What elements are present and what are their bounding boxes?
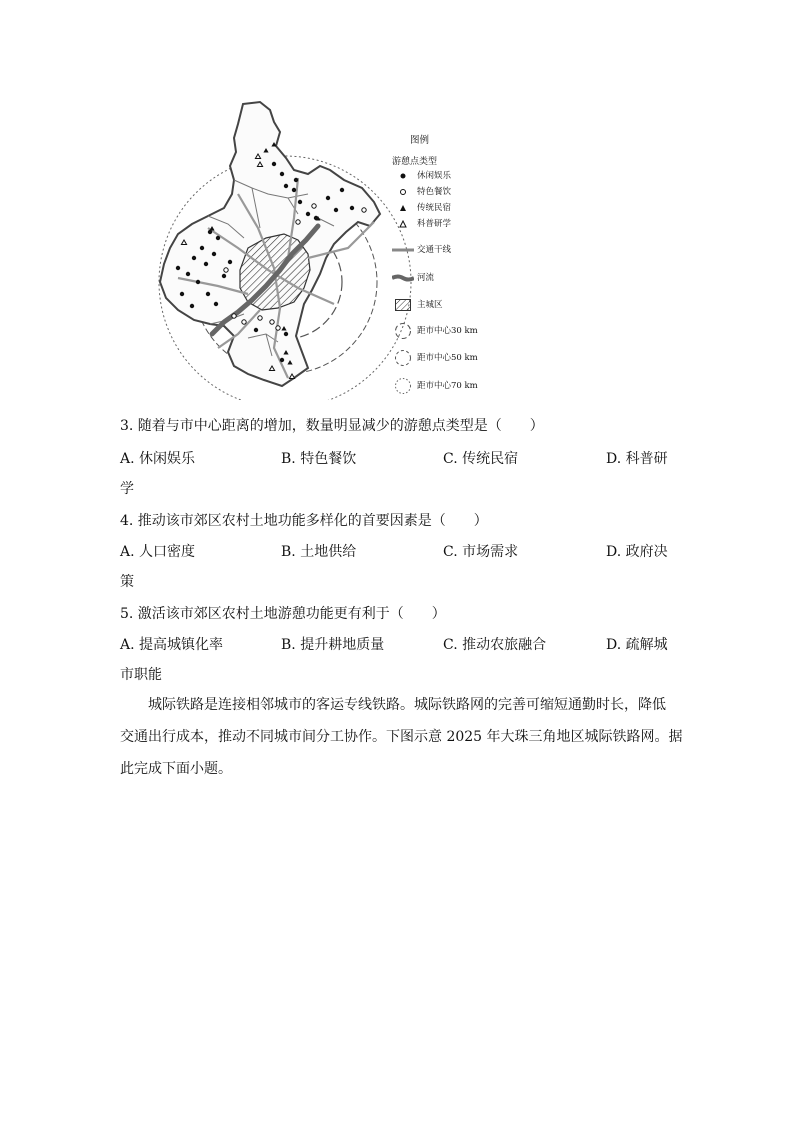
legend-item: 主城区 — [392, 298, 443, 312]
legend-item: 特色餐饮 — [392, 185, 451, 199]
legend-subtitle: 游憩点类型 — [392, 157, 438, 167]
question-4-option-c: C. 市场需求 — [443, 544, 519, 560]
circle-icon — [392, 322, 414, 340]
river-icon — [392, 274, 414, 282]
question-5-option-d: D. 疏解城 — [606, 637, 668, 653]
filled-triangle-icon — [392, 204, 414, 212]
legend-item: 距市中心30 km — [392, 324, 478, 338]
question-5-option-d-wrap: 市职能 — [120, 667, 162, 683]
hatch-icon — [392, 299, 414, 311]
passage-line-1: 城际铁路是连接相邻城市的客运专线铁路。城际铁路网的完善可缩短通勤时长，降低 — [148, 697, 666, 713]
question-3-option-c: C. 传统民宿 — [443, 451, 519, 467]
circle-icon — [392, 377, 414, 395]
question-3-option-a: A. 休闲娱乐 — [120, 451, 196, 467]
legend-title: 图例 — [410, 135, 430, 146]
legend-item: 距市中心50 km — [392, 351, 478, 365]
question-4-option-b: B. 土地供给 — [281, 544, 357, 560]
legend-item: 河流 — [392, 271, 434, 285]
passage-line-3: 此完成下面小题。 — [120, 761, 232, 777]
question-5-option-c: C. 推动农旅融合 — [443, 637, 547, 653]
question-5-stem: 5. 激活该市郊区农村土地游憩功能更有利于（ ） — [120, 606, 446, 622]
question-3-option-d-wrap: 学 — [120, 481, 134, 497]
legend-item: 科普研学 — [392, 217, 451, 231]
legend-item: 休闲娱乐 — [392, 169, 451, 183]
line-icon — [392, 247, 414, 253]
filled-dot-icon — [392, 172, 414, 180]
question-4-option-a: A. 人口密度 — [120, 544, 196, 560]
question-4-option-d: D. 政府决 — [606, 544, 668, 560]
question-5-option-a: A. 提高城镇化率 — [120, 637, 224, 653]
open-dot-icon — [392, 188, 414, 196]
circle-icon — [392, 349, 414, 367]
legend-item: 交通干线 — [392, 243, 451, 257]
question-5-option-b: B. 提升耕地质量 — [281, 637, 385, 653]
question-4-option-d-wrap: 策 — [120, 574, 134, 590]
question-3-option-d: D. 科普研 — [606, 451, 668, 467]
legend-item: 传统民宿 — [392, 201, 451, 215]
question-4-stem: 4. 推动该市郊区农村土地功能多样化的首要因素是（ ） — [120, 513, 488, 529]
passage-line-2: 交通出行成本，推动不同城市间分工协作。下图示意 2025 年大珠三角地区城际铁路网。据 — [120, 729, 683, 745]
question-3-option-b: B. 特色餐饮 — [281, 451, 357, 467]
legend-item: 距市中心70 km — [392, 379, 478, 393]
open-triangle-icon — [392, 220, 414, 228]
passage — [120, 689, 683, 785]
question-3-stem: 3. 随着与市中心距离的增加，数量明显减少的游憩点类型是（ ） — [120, 418, 544, 434]
